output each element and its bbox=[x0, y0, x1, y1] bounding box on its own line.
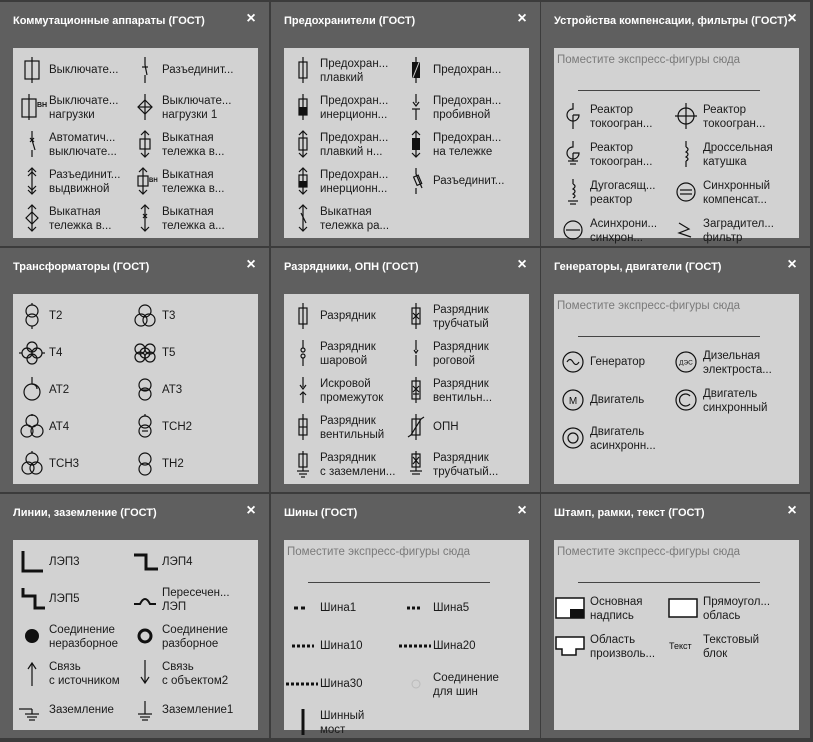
async-compensator-icon bbox=[560, 217, 586, 245]
reactor-dual-icon bbox=[673, 103, 699, 131]
motor-letter-text: М bbox=[568, 396, 578, 407]
tubular-grounded-arrester-icon bbox=[403, 451, 429, 479]
shape-label: Дугогасящ... реактор bbox=[590, 180, 656, 206]
shape-label: Разрядник bbox=[320, 310, 376, 322]
withdrawable-cart-fuse-icon bbox=[290, 205, 316, 233]
line-4-icon bbox=[132, 549, 158, 577]
stencil-shape-item[interactable] bbox=[13, 583, 133, 619]
panel-title: Штамп, рамки, текст (ГОСТ) bbox=[554, 507, 705, 519]
stencil-shape-item[interactable] bbox=[397, 668, 517, 704]
shape-label: Предохран... bbox=[433, 64, 502, 76]
close-panel-button[interactable]: × bbox=[787, 256, 797, 273]
stencil-shape-item[interactable] bbox=[126, 448, 246, 484]
stencil-shape-item[interactable] bbox=[126, 202, 246, 238]
stencil-panel bbox=[271, 494, 540, 738]
shape-label: Разрядник роговой bbox=[433, 341, 489, 367]
shape-label: Генератор bbox=[590, 356, 646, 368]
stencil-shape-item[interactable] bbox=[284, 706, 404, 742]
stencil-shape-item[interactable] bbox=[126, 620, 246, 656]
panel-title: Устройства компенсации, фильтры (ГОСТ) bbox=[554, 15, 788, 27]
shape-label: Т5 bbox=[162, 347, 176, 359]
shape-label: Выключате... нагрузки 1 bbox=[162, 95, 232, 121]
stencil-shape-item[interactable] bbox=[13, 54, 133, 90]
drop-placeholder-text: Поместите экспресс-фигуры сюда bbox=[557, 546, 741, 558]
stencil-panel bbox=[0, 494, 269, 738]
fuse-filled-icon bbox=[403, 57, 429, 85]
shape-label: Предохран... на тележке bbox=[433, 132, 502, 158]
stencil-shape-item[interactable] bbox=[13, 694, 133, 730]
drop-placeholder-text: Поместите экспресс-фигуры сюда bbox=[557, 300, 741, 312]
stencil-shape-item[interactable] bbox=[126, 411, 246, 447]
stencil-shape-item[interactable] bbox=[667, 384, 787, 420]
stencil-shapes-area[interactable] bbox=[554, 48, 799, 244]
disconnector-icon bbox=[132, 57, 158, 85]
stencil-shapes-area[interactable] bbox=[13, 294, 258, 484]
line-3-icon bbox=[19, 549, 45, 577]
transformer-4-icon bbox=[19, 340, 45, 368]
stencil-shape-item[interactable] bbox=[126, 583, 246, 619]
stencil-shape-item[interactable] bbox=[397, 91, 517, 127]
stencil-shape-item[interactable] bbox=[554, 346, 674, 382]
tubular-arrester-icon bbox=[403, 303, 429, 331]
freeform-area-icon bbox=[556, 633, 588, 661]
shape-label: Предохран... инерционн... bbox=[320, 95, 389, 121]
stencil-shape-item[interactable] bbox=[126, 91, 246, 127]
drop-placeholder-divider bbox=[578, 336, 760, 337]
ground-icon bbox=[19, 697, 45, 725]
autotransformer-4-icon bbox=[19, 414, 45, 442]
stencil-shape-item[interactable] bbox=[397, 54, 517, 90]
shape-label: Т3 bbox=[162, 310, 176, 322]
stencil-shapes-area[interactable] bbox=[13, 540, 258, 730]
stencil-shape-item[interactable] bbox=[667, 176, 787, 212]
stencil-shape-item[interactable] bbox=[284, 300, 404, 336]
bus-20-icon bbox=[399, 633, 431, 661]
close-panel-button[interactable]: × bbox=[246, 10, 256, 27]
stencil-shape-item[interactable] bbox=[397, 300, 517, 336]
motor-icon bbox=[560, 387, 586, 415]
transformer-5-icon bbox=[132, 340, 158, 368]
drop-placeholder-divider bbox=[578, 90, 760, 91]
shape-label: Двигатель синхронный bbox=[703, 388, 768, 414]
shape-label: Выкатная тележка в... bbox=[162, 169, 225, 195]
shape-label: Дизельная электроста... bbox=[703, 350, 772, 376]
stencil-shape-item[interactable] bbox=[397, 374, 517, 410]
stencil-shapes-area[interactable] bbox=[284, 48, 529, 238]
bus-30-icon bbox=[286, 671, 318, 699]
panel-title: Коммутационные аппараты (ГОСТ) bbox=[13, 15, 205, 27]
shape-label: Разъединит... bbox=[162, 64, 234, 76]
stencil-shapes-area[interactable] bbox=[554, 540, 799, 730]
inertial-fuse-icon bbox=[290, 94, 316, 122]
fixed-joint-icon bbox=[19, 623, 45, 651]
withdrawable-disconnector-icon bbox=[19, 168, 45, 196]
surge-suppressor-icon bbox=[403, 414, 429, 442]
shape-label: Связь с источником bbox=[49, 661, 120, 687]
stencil-shape-item[interactable] bbox=[284, 630, 404, 666]
withdrawable-cart-a-icon bbox=[132, 205, 158, 233]
shape-label: Текстовый блок bbox=[703, 634, 760, 660]
shape-label: Соединение разборное bbox=[162, 624, 228, 650]
stencil-shape-item[interactable] bbox=[13, 337, 133, 373]
shape-label: ТН2 bbox=[162, 458, 184, 470]
close-panel-button[interactable]: × bbox=[787, 502, 797, 519]
shape-label: Дроссельная катушка bbox=[703, 142, 773, 168]
stencil-shape-item[interactable] bbox=[284, 337, 404, 373]
aux-transformer-3-icon bbox=[19, 451, 45, 479]
stencil-shape-item[interactable] bbox=[397, 630, 517, 666]
withdrawable-cart-2-icon bbox=[132, 168, 158, 196]
stencil-shape-item[interactable] bbox=[554, 214, 674, 250]
line-5-icon bbox=[19, 586, 45, 614]
stencil-shape-item[interactable] bbox=[554, 176, 674, 212]
drop-placeholder-text: Поместите экспресс-фигуры сюда bbox=[557, 54, 741, 66]
stencil-shapes-area[interactable] bbox=[284, 294, 529, 484]
reactor-ground-icon bbox=[560, 141, 586, 169]
shape-label: Разрядник трубчатый... bbox=[433, 452, 499, 478]
bus-bridge-icon bbox=[290, 709, 316, 737]
shape-label: Автоматич... выключате... bbox=[49, 132, 117, 158]
stencil-shape-item[interactable] bbox=[667, 138, 787, 174]
shape-label: Связь с объектом2 bbox=[162, 661, 229, 687]
shape-label: Основная надпись bbox=[590, 596, 643, 622]
shape-label: Разрядник с заземлени... bbox=[320, 452, 396, 478]
stencil-shape-item[interactable] bbox=[126, 337, 246, 373]
stencil-shape-item[interactable] bbox=[667, 630, 787, 666]
shape-label: Предохран... плавкий bbox=[320, 58, 389, 84]
stencil-shape-item[interactable] bbox=[284, 448, 404, 484]
shape-label: Шина10 bbox=[320, 640, 363, 652]
shape-label: Выключате... bbox=[49, 64, 119, 76]
stencil-shape-item[interactable] bbox=[13, 128, 133, 164]
shape-label: ТСН3 bbox=[49, 458, 80, 470]
shape-label: ОПН bbox=[433, 421, 459, 433]
shape-label: Выключате... нагрузки bbox=[49, 95, 119, 121]
stencil-shape-item[interactable] bbox=[284, 202, 404, 238]
shape-label: Разъединит... bbox=[433, 175, 505, 187]
shape-label: ЛЭП4 bbox=[162, 556, 193, 568]
async-motor-icon bbox=[560, 425, 586, 453]
stencil-shape-item[interactable] bbox=[126, 374, 246, 410]
shape-label: Двигатель bbox=[590, 394, 645, 406]
shape-label: Выкатная тележка ра... bbox=[320, 206, 390, 232]
panel-title: Шины (ГОСТ) bbox=[284, 507, 358, 519]
text-block-icon bbox=[669, 633, 701, 661]
stencil-shape-item[interactable] bbox=[284, 54, 404, 90]
stencil-panel bbox=[0, 248, 269, 492]
shape-label: Шина1 bbox=[320, 602, 357, 614]
shape-label: Область произволь... bbox=[590, 634, 656, 660]
stencil-shape-item[interactable] bbox=[13, 202, 133, 238]
load-switch-diamond-icon bbox=[132, 94, 158, 122]
ground-1-icon bbox=[132, 697, 158, 725]
stencil-shape-item[interactable] bbox=[554, 630, 674, 666]
shape-label: Асинхрони... синхрон... bbox=[590, 218, 658, 244]
stencil-panel bbox=[0, 2, 269, 246]
shape-label: ЛЭП5 bbox=[49, 593, 80, 605]
shape-label: Разрядник вентильный bbox=[320, 415, 385, 441]
stencil-shape-item[interactable] bbox=[667, 346, 787, 382]
stencil-shape-item[interactable] bbox=[126, 54, 246, 90]
stencil-panel bbox=[271, 248, 540, 492]
shape-label: Разрядник шаровой bbox=[320, 341, 376, 367]
arrester-icon bbox=[290, 303, 316, 331]
shape-label: Предохран... плавкий н... bbox=[320, 132, 389, 158]
shape-label: Шина20 bbox=[433, 640, 476, 652]
bus-10-icon bbox=[290, 633, 316, 661]
rectangle-area-icon bbox=[669, 595, 701, 623]
drop-placeholder-divider bbox=[578, 582, 760, 583]
stencil-shape-item[interactable] bbox=[284, 128, 404, 164]
stencil-shape-item[interactable] bbox=[284, 165, 404, 201]
close-panel-button[interactable]: × bbox=[246, 502, 256, 519]
shape-label: ТСН2 bbox=[162, 421, 193, 433]
autotransformer-3-icon bbox=[132, 377, 158, 405]
stencil-shape-item[interactable] bbox=[554, 100, 674, 136]
stencil-shape-item[interactable] bbox=[126, 300, 246, 336]
stencil-panel bbox=[541, 494, 810, 738]
shape-label: Предохран... инерционн... bbox=[320, 169, 389, 195]
stencil-shape-item[interactable] bbox=[667, 214, 787, 250]
stencil-shape-item[interactable] bbox=[397, 448, 517, 484]
panel-title: Трансформаторы (ГОСТ) bbox=[13, 261, 150, 273]
switch-box-icon bbox=[19, 57, 45, 85]
panel-title: Линии, заземление (ГОСТ) bbox=[13, 507, 157, 519]
shape-label: Выкатная тележка в... bbox=[49, 206, 112, 232]
stencil-shape-item[interactable] bbox=[13, 411, 133, 447]
bus-1-icon bbox=[290, 595, 316, 623]
close-panel-button[interactable]: × bbox=[517, 10, 527, 27]
fuse-icon bbox=[290, 57, 316, 85]
valve-arrester-2-icon bbox=[290, 414, 316, 442]
aux-transformer-2-icon bbox=[132, 414, 158, 442]
diesel-station-text: ДЭС bbox=[679, 359, 693, 367]
stencil-shape-item[interactable] bbox=[397, 592, 517, 628]
inertial-fuse-cart-icon bbox=[290, 168, 316, 196]
fuse-cart-icon bbox=[290, 131, 316, 159]
stencil-shape-item[interactable] bbox=[554, 422, 674, 458]
text-sample: Текст bbox=[669, 641, 692, 651]
shape-label: Шина30 bbox=[320, 678, 363, 690]
stencil-shape-item[interactable] bbox=[397, 411, 517, 447]
drop-placeholder-divider bbox=[308, 582, 490, 583]
stencil-shape-item[interactable] bbox=[13, 448, 133, 484]
stencil-panel bbox=[541, 2, 810, 246]
shape-label: Предохран... пробивной bbox=[433, 95, 502, 121]
shape-label: Заземление bbox=[49, 704, 114, 716]
fuse-disconnector-icon bbox=[403, 168, 429, 196]
shape-label: Разрядник трубчатый bbox=[433, 304, 489, 330]
shape-label: ЛЭП3 bbox=[49, 556, 80, 568]
synchronous-motor-icon bbox=[673, 387, 699, 415]
shape-label: Реактор токоогран... bbox=[590, 142, 653, 168]
shape-label: Шина5 bbox=[433, 602, 470, 614]
bus-5-icon bbox=[403, 595, 429, 623]
stencil-shape-item[interactable] bbox=[13, 657, 133, 693]
panel-title: Генераторы, двигатели (ГОСТ) bbox=[554, 261, 722, 273]
horn-arrester-icon bbox=[403, 340, 429, 368]
shape-label: Шинный мост bbox=[320, 710, 365, 736]
stencil-panel bbox=[541, 248, 810, 492]
shape-label: Заградител... фильтр bbox=[703, 218, 774, 244]
arc-suppression-reactor-icon bbox=[560, 179, 586, 207]
stencil-shape-item[interactable] bbox=[13, 91, 133, 127]
stencil-shape-item[interactable] bbox=[284, 592, 404, 628]
synchronous-compensator-icon bbox=[673, 179, 699, 207]
fuse-on-cart-icon bbox=[403, 131, 429, 159]
title-block-icon bbox=[556, 595, 588, 623]
shape-label: Искровой промежуток bbox=[320, 378, 384, 404]
voltage-transformer-icon bbox=[132, 451, 158, 479]
diesel-station-icon bbox=[673, 349, 699, 377]
stencil-shape-item[interactable] bbox=[554, 592, 674, 628]
ball-arrester-icon bbox=[290, 340, 316, 368]
stencil-shape-item[interactable] bbox=[126, 165, 246, 201]
shape-label: Реактор токоогран... bbox=[590, 104, 653, 130]
close-panel-button[interactable]: × bbox=[517, 502, 527, 519]
stencil-shape-item[interactable] bbox=[126, 694, 246, 730]
stencil-shape-item[interactable] bbox=[13, 300, 133, 336]
shape-label: Соединение для шин bbox=[433, 672, 499, 698]
transformer-3-icon bbox=[132, 303, 158, 331]
link-source-icon bbox=[19, 660, 45, 688]
withdrawable-cart-icon bbox=[132, 131, 158, 159]
stencil-shapes-area[interactable] bbox=[554, 294, 799, 484]
link-object-icon bbox=[132, 660, 158, 688]
detachable-joint-icon bbox=[132, 623, 158, 651]
stencil-shape-item[interactable] bbox=[13, 165, 133, 201]
close-panel-button[interactable]: × bbox=[787, 10, 797, 27]
bus-joint-icon bbox=[403, 671, 429, 699]
panel-title: Разрядники, ОПН (ГОСТ) bbox=[284, 261, 419, 273]
stencil-shape-item[interactable] bbox=[554, 384, 674, 420]
stencil-shapes-area[interactable] bbox=[284, 540, 529, 736]
load-switch-icon bbox=[19, 94, 48, 122]
transformer-2-icon bbox=[19, 303, 45, 331]
stencil-shapes-area[interactable] bbox=[13, 48, 258, 238]
stencil-shape-item[interactable] bbox=[13, 374, 133, 410]
close-panel-button[interactable]: × bbox=[517, 256, 527, 273]
stencil-shape-item[interactable] bbox=[284, 668, 404, 704]
stencil-shape-item[interactable] bbox=[284, 91, 404, 127]
shape-label: Прямоугол... облась bbox=[703, 596, 771, 622]
stencil-shape-item[interactable] bbox=[13, 620, 133, 656]
shape-label: Т2 bbox=[49, 310, 63, 322]
reactor-icon bbox=[560, 103, 586, 131]
shape-label: Выкатная тележка а... bbox=[162, 206, 225, 232]
autotransformer-2-icon bbox=[19, 377, 45, 405]
shape-label: Соединение неразборное bbox=[49, 624, 119, 650]
stencil-shape-item[interactable] bbox=[126, 546, 246, 582]
svg-text:ВН: ВН bbox=[149, 178, 158, 184]
shape-label: Реактор токоогран... bbox=[703, 104, 766, 130]
circuit-breaker-icon bbox=[19, 131, 45, 159]
shape-label: Т4 bbox=[49, 347, 63, 359]
spark-gap-icon bbox=[290, 377, 316, 405]
stencil-shape-item[interactable] bbox=[397, 128, 517, 164]
choke-coil-icon bbox=[673, 141, 699, 169]
drop-placeholder-text: Поместите экспресс-фигуры сюда bbox=[287, 546, 471, 558]
stencil-shape-item[interactable] bbox=[284, 411, 404, 447]
svg-text:ВН: ВН bbox=[37, 102, 48, 109]
shape-label: Разъединит... выдвижной bbox=[49, 169, 121, 195]
grounded-arrester-icon bbox=[290, 451, 316, 479]
stencil-shape-item[interactable] bbox=[667, 100, 787, 136]
shape-label: Двигатель асинхронн... bbox=[590, 426, 656, 452]
shape-label: АТ3 bbox=[162, 384, 183, 396]
shape-label: Выкатная тележка в... bbox=[162, 132, 225, 158]
stencil-shape-item[interactable] bbox=[667, 592, 787, 628]
stencil-shape-item[interactable] bbox=[397, 165, 517, 201]
stencil-shape-item[interactable] bbox=[554, 138, 674, 174]
close-panel-button[interactable]: × bbox=[246, 256, 256, 273]
shape-label: АТ4 bbox=[49, 421, 70, 433]
barrier-filter-icon bbox=[673, 217, 699, 245]
valve-arrester-icon bbox=[403, 377, 429, 405]
stencil-shape-item[interactable] bbox=[284, 374, 404, 410]
generator-icon bbox=[560, 349, 586, 377]
stencil-panel bbox=[271, 2, 540, 246]
stencil-shape-item[interactable] bbox=[126, 128, 246, 164]
stencil-shape-item[interactable] bbox=[126, 657, 246, 693]
stencil-shape-item[interactable] bbox=[13, 546, 133, 582]
shape-label: АТ2 bbox=[49, 384, 70, 396]
shape-label: Синхронный компенсат... bbox=[703, 180, 771, 206]
panel-title: Предохранители (ГОСТ) bbox=[284, 15, 416, 27]
shape-label: Разрядник вентильн... bbox=[433, 378, 493, 404]
breakdown-fuse-icon bbox=[403, 94, 429, 122]
stencil-shape-item[interactable] bbox=[397, 337, 517, 373]
line-crossing-icon bbox=[132, 586, 158, 614]
shape-label: Пересечен... ЛЭП bbox=[162, 587, 230, 613]
withdrawable-cart-3-icon bbox=[19, 205, 45, 233]
shape-label: Заземление1 bbox=[162, 704, 234, 716]
